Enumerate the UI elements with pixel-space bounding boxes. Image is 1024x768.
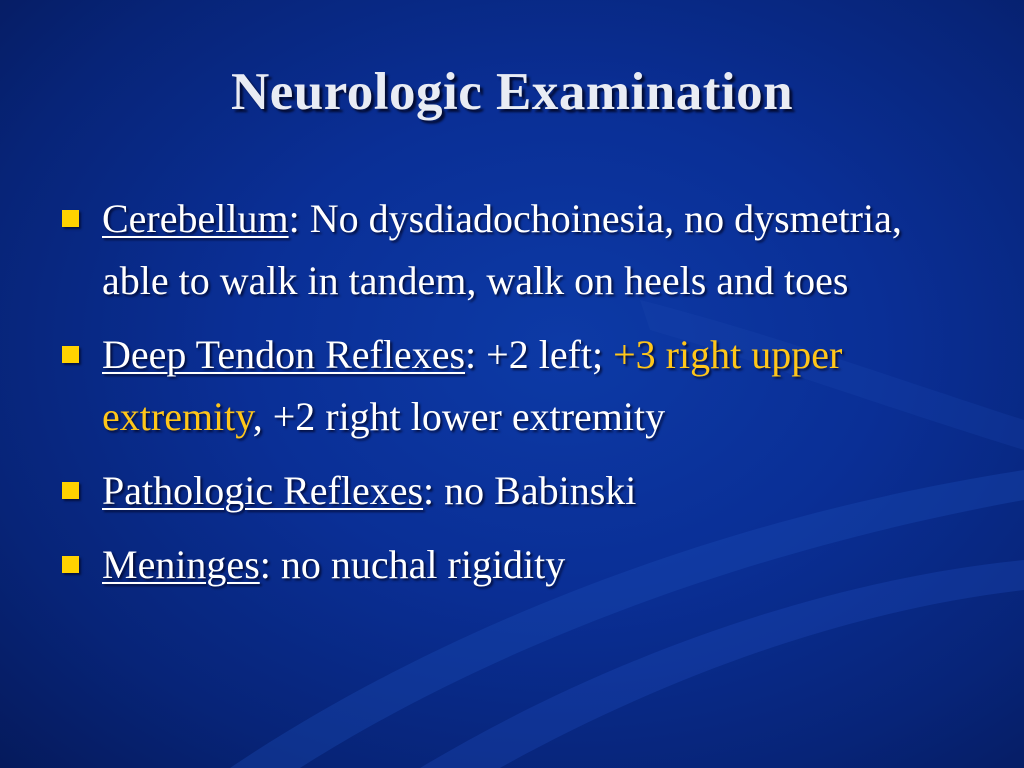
- bullet-text: no Babinski: [444, 468, 637, 513]
- square-bullet-icon: [62, 346, 79, 363]
- bullet-term: Deep Tendon Reflexes: [102, 332, 466, 377]
- bullet-separator: :: [423, 468, 445, 513]
- square-bullet-icon: [62, 556, 79, 573]
- bullet-highlight-text: +3 right upper extremity: [102, 332, 843, 439]
- bullet-term: Pathologic Reflexes: [102, 468, 424, 513]
- bullet-list: [62, 188, 962, 596]
- bullet-text: no nuchal rigidity: [280, 542, 566, 587]
- bullet-separator: :: [259, 542, 281, 587]
- bullet-cerebellum: [62, 188, 962, 312]
- bullet-meninges: [62, 534, 962, 596]
- bullet-term: Cerebellum: [102, 196, 289, 241]
- bullet-deep-tendon-reflexes: [62, 324, 962, 448]
- bullet-text: +2 left;: [486, 332, 614, 377]
- bullet-separator: :: [288, 196, 310, 241]
- slide-title: Neurologic Examination: [230, 63, 794, 121]
- bullet-pathologic-reflexes: [62, 460, 962, 522]
- square-bullet-icon: [62, 210, 79, 227]
- square-bullet-icon: [62, 482, 79, 499]
- bullet-separator: :: [465, 332, 487, 377]
- bullet-text: No dysdiadochoinesia, no dysmetria, able to walk in tandem, walk on heels and toes: [102, 196, 902, 303]
- bullet-term: Meninges: [102, 542, 260, 587]
- bullet-text: , +2 right lower extremity: [252, 394, 666, 439]
